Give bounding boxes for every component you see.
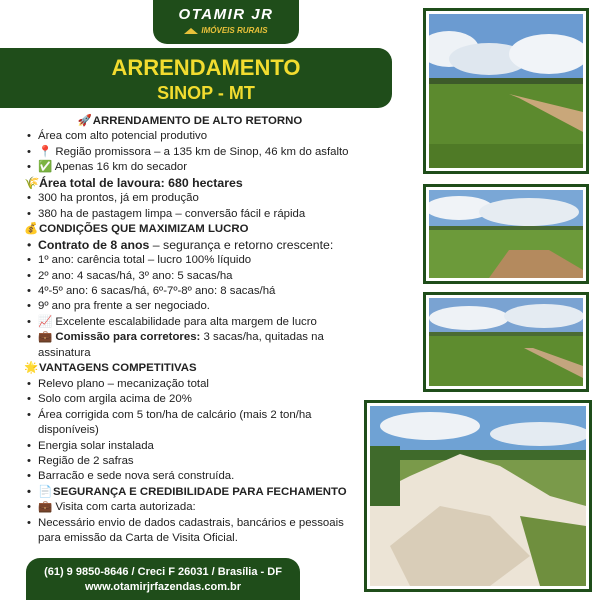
farm-photo-1 <box>423 8 589 174</box>
contact-info: (61) 9 9850-8646 / Creci F 26031 / Brasília - DF <box>44 566 282 578</box>
list-item: • 2º ano: 4 sacas/há, 3º ano: 5 sacas/ha <box>24 269 364 284</box>
listing-content <box>24 114 364 547</box>
logo-name: OTAMIR JR <box>178 6 274 23</box>
farm-photo-3 <box>423 292 589 392</box>
list-item: • Relevo plano – mecanização total <box>24 377 364 392</box>
section-heading-advantages: 🌟VANTAGENS COMPETITIVAS <box>24 361 364 376</box>
list-item: • Barracão e sede nova será construída. <box>24 469 364 484</box>
list-item: • 1º ano: carência total – lucro 100% líquido <box>24 253 364 268</box>
list-item: • Área corrigida com 5 ton/ha de calcário (mais 2 ton/ha disponíveis) <box>24 408 364 439</box>
money-bag-icon: 💰 <box>24 223 39 236</box>
location-subtitle: SINOP - MT <box>157 83 255 103</box>
section-heading-area: 🌾Área total de lavoura: 680 hectares <box>24 175 243 190</box>
section-heading-conditions: 💰CONDIÇÕES QUE MAXIMIZAM LUCRO <box>24 222 364 237</box>
star-icon: 🌟 <box>24 362 39 375</box>
section-heading-security: • 📄SEGURANÇA E CREDIBILIDADE PARA FECHAMENTO <box>24 485 364 500</box>
company-logo <box>153 0 299 44</box>
list-item: • Solo com argila acima de 20% <box>24 392 364 407</box>
farm-photo-4 <box>364 400 592 592</box>
list-item: • Área com alto potencial produtivo <box>24 129 364 144</box>
page-title: ARRENDAMENTO <box>111 55 301 80</box>
list-item: • Região de 2 safras <box>24 454 364 469</box>
website-link[interactable]: www.otamirjrfazendas.com.br <box>84 581 242 593</box>
list-item: • 300 ha prontos, já em produção <box>24 191 364 206</box>
list-item: • 📈 Excelente escalabilidade para alta margem de lucro <box>24 315 364 330</box>
list-item: • 4º-5º ano: 6 sacas/há, 6º-7º-8º ano: 8 sacas/há <box>24 284 364 299</box>
document-icon: 📄 <box>38 485 53 498</box>
contact-footer <box>26 558 300 600</box>
section-heading-high-return: 🚀ARRENDAMENTO DE ALTO RETORNO <box>24 114 364 129</box>
wheat-icon: 🌾 <box>24 175 40 190</box>
list-item: • 💼 Visita com carta autorizada: <box>24 500 364 515</box>
house-roof-icon <box>184 28 198 34</box>
list-item: • Energia solar instalada <box>24 439 364 454</box>
rocket-icon: 🚀 <box>77 115 92 127</box>
logo-subtitle: IMÓVEIS RURAIS <box>201 26 268 35</box>
list-item-contract: • Contrato de 8 anos – segurança e retorno crescente: <box>24 238 364 253</box>
list-item: • Necessário envio de dados cadastrais, bancários e pessoais para emissão da Carta de Visita Oficial. <box>24 516 364 547</box>
list-item: • 9º ano pra frente a ser negociado. <box>24 299 364 314</box>
list-item: • ✅ Apenas 16 km do secador <box>24 160 364 175</box>
farm-photo-2 <box>423 184 589 284</box>
list-item: • 📍 Região promissora – a 135 km de Sinop, 46 km do asfalto <box>24 145 364 160</box>
list-item: • 380 ha de pastagem limpa – conversão fácil e rápida <box>24 207 364 222</box>
title-banner <box>0 48 392 108</box>
list-item-commission: • 💼 Comissão para corretores: 3 sacas/ha, quitadas na assinatura <box>24 330 364 361</box>
